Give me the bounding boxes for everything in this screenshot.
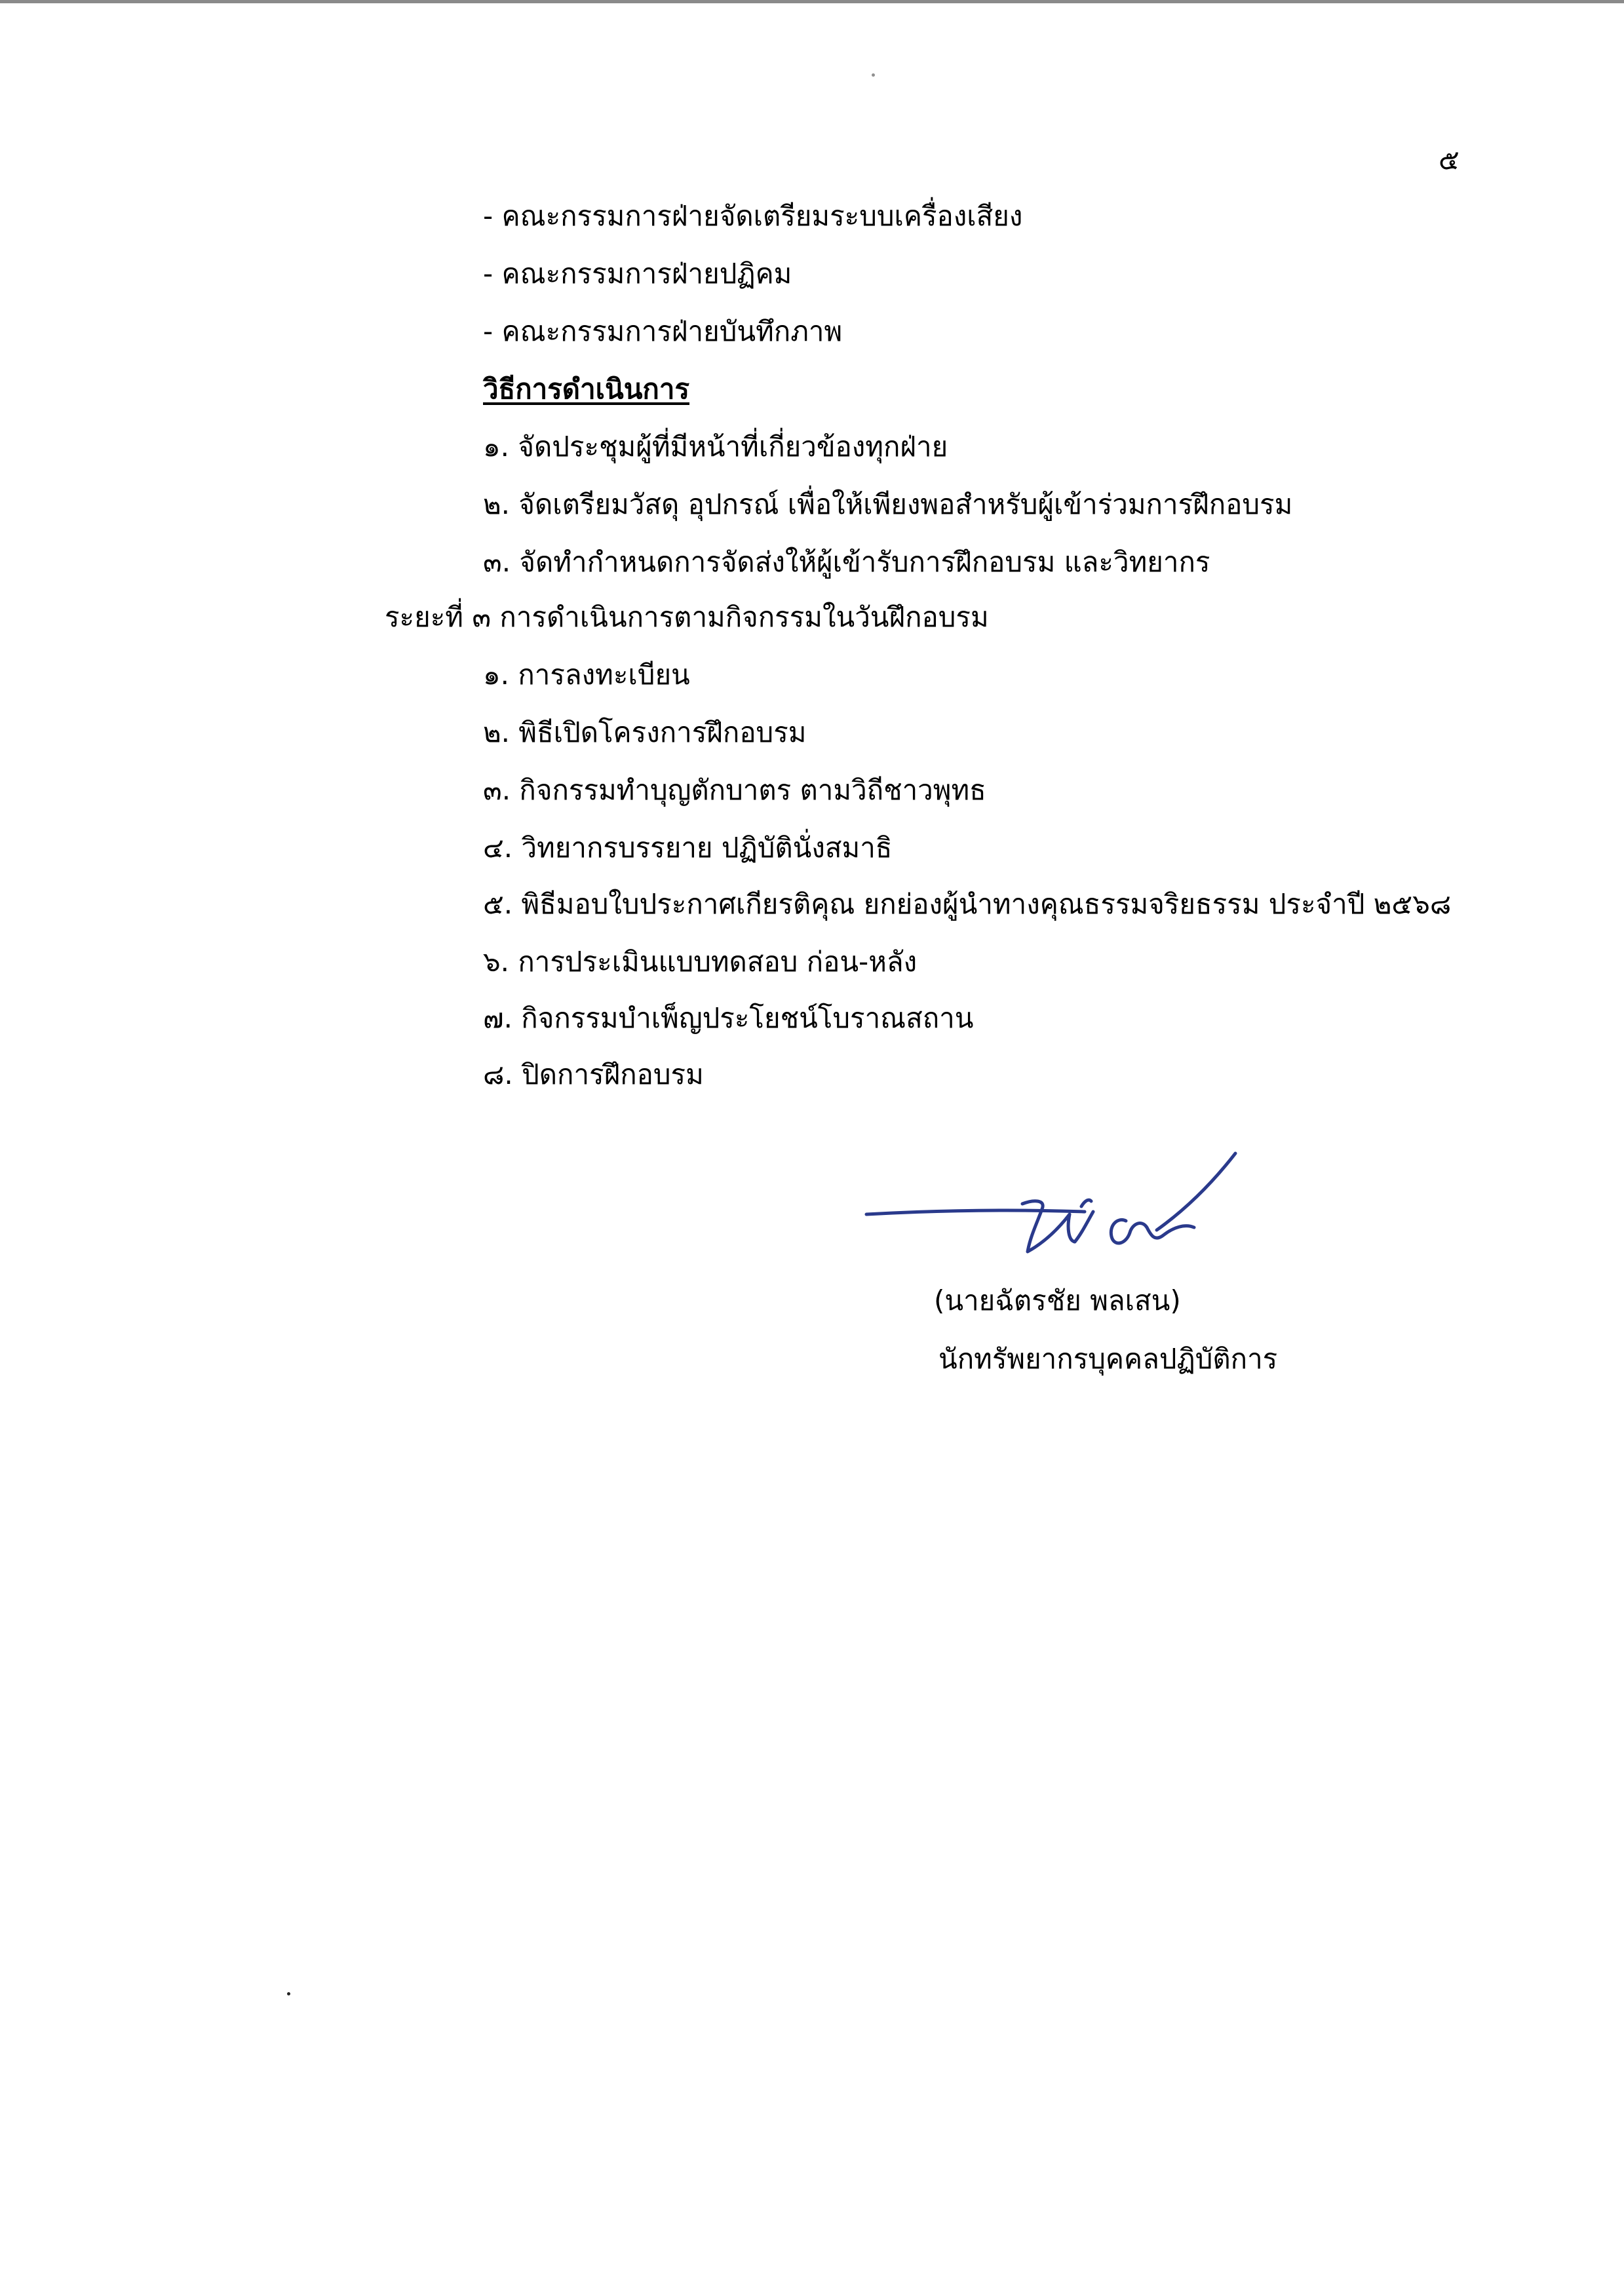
method-item: ๓. จัดทำกำหนดการจัดส่งให้ผู้เข้ารับการฝึกอบรม และวิทยากร [483, 546, 1210, 578]
phase3-item: ๑. การลงทะเบียน [483, 659, 690, 691]
phase3-item: ๓. กิจกรรมทำบุญตักบาตร ตามวิถีชาวพุทธ [483, 774, 986, 806]
phase3-item: ๗. กิจกรรมบำเพ็ญประโยชน์โบราณสถาน [483, 1002, 974, 1034]
scan-top-edge [0, 0, 1624, 3]
method-heading: วิธีการดำเนินการ [483, 373, 689, 405]
committee-item: - คณะกรรมการฝ่ายบันทึกภาพ [483, 315, 843, 347]
phase3-item: ๔. วิทยากรบรรยาย ปฏิบัตินั่งสมาธิ [483, 832, 893, 864]
committee-item: - คณะกรรมการฝ่ายจัดเตรียมระบบเครื่องเสียง [483, 200, 1023, 232]
signer-name: (นายฉัตรชัย พลเสน) [934, 1284, 1181, 1317]
signer-position: นักทรัพยากรบุคคลปฏิบัติการ [938, 1343, 1278, 1375]
phase3-item: ๖. การประเมินแบบทดสอบ ก่อน-หลัง [483, 946, 918, 978]
phase3-item: ๒. พิธีเปิดโครงการฝึกอบรม [483, 716, 807, 748]
phase3-item: ๕. พิธีมอบใบประกาศเกียรติคุณ ยกย่องผู้นำทางคุณธรรมจริยธรรม ประจำปี ๒๕๖๘ [483, 888, 1452, 920]
phase3-heading: ระยะที่ ๓ การดำเนินการตามกิจกรรมในวันฝึกอบรม [385, 601, 989, 633]
handwritten-signature [859, 1144, 1252, 1275]
phase3-item: ๘. ปิดการฝึกอบรม [483, 1058, 704, 1090]
committee-item: - คณะกรรมการฝ่ายปฏิคม [483, 258, 792, 290]
method-item: ๒. จัดเตรียมวัสดุ อุปกรณ์ เพื่อให้เพียงพอสำหรับผู้เข้าร่วมการฝึกอบรม [483, 488, 1293, 520]
method-item: ๑. จัดประชุมผู้ที่มีหน้าที่เกี่ยวข้องทุกฝ่าย [483, 431, 948, 463]
scan-speck [872, 73, 875, 77]
scan-speck [287, 1992, 290, 1995]
page-number: ๕ [1439, 144, 1460, 176]
